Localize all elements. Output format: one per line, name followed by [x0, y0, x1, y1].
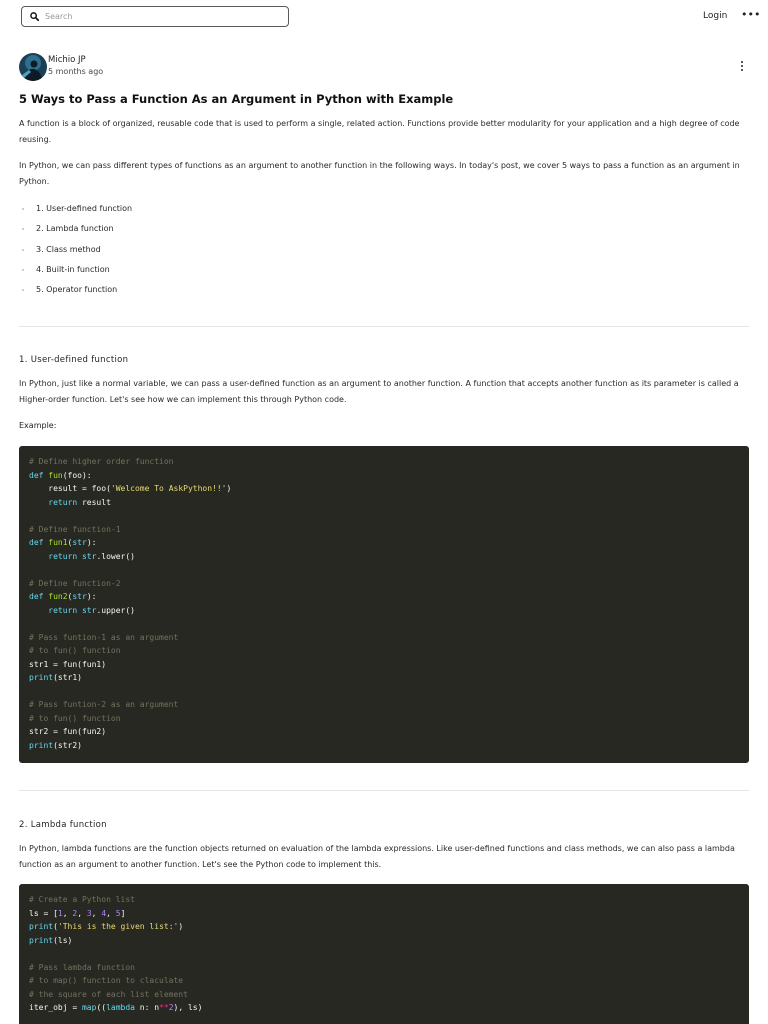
code-line: # Create a Python list [29, 895, 135, 904]
divider [19, 790, 749, 791]
code-line [29, 685, 739, 699]
code-line: result = foo('Welcome To AskPython!!') [29, 484, 232, 493]
code-line: def fun2(str): [29, 592, 97, 601]
toc-item: 2. Lambda function [19, 221, 132, 241]
section-1-paragraph: In Python, just like a normal variable, we can pass a user-defined function as an argument to another function. A function that accepts another function as its parameter is called a Higher-order function. Let's see how we can implement this through Python code. [19, 379, 739, 404]
code-line: ls = [1, 2, 3, 4, 5] [29, 908, 126, 918]
top-bar [0, 0, 768, 34]
code-line: return str.lower() [29, 551, 135, 561]
code-line: iter_obj = map((lambda n: n**2), ls) [29, 1003, 203, 1012]
toc-item: 5. Operator function [19, 282, 132, 302]
code-line: print(str1) [29, 673, 82, 682]
section-heading-lambda: 2. Lambda function [19, 820, 107, 830]
search-icon [30, 12, 39, 21]
intro-paragraph-2: In Python, we can pass different types of functions as an argument to another function in the following ways. In today's post, we cover 5 ways to pass a function as an argument in Python. [19, 161, 740, 186]
code-line: str1 = fun(fun1) [29, 659, 107, 669]
code-line: # Define function-2 [29, 578, 121, 588]
code-line: # to map() function to claculate [29, 976, 184, 985]
intro-paragraph-1: A function is a block of organized, reusable code that is used to perform a single, related action. Functions provide better modularity for your application and a high degree of code reusing. [19, 119, 740, 144]
toc-item: 3. Class method [19, 242, 132, 262]
code-line [29, 947, 739, 961]
toc-item: 4. Built-in function [19, 262, 132, 282]
code-block-2 [19, 884, 749, 1024]
search-input[interactable] [45, 12, 265, 21]
section-2-paragraph: In Python, lambda functions are the function objects returned on evaluation of the lambda expressions. Like user-defined functions and class methods, we can also pass a lambda function as an argument to another function. Let's see the Python code to implement this. [19, 844, 735, 869]
code-line: # to fun() function [29, 713, 121, 723]
table-of-contents [19, 201, 132, 302]
code-line: # Pass funtion-2 as an argument [29, 700, 179, 709]
code-line: print(ls) [29, 935, 73, 945]
code-line: return str.upper() [29, 605, 135, 615]
code-line: print(str2) [29, 740, 82, 750]
author-name[interactable]: Michio JP [48, 55, 86, 65]
code-line [29, 563, 739, 577]
more-options-icon[interactable]: ••• [741, 8, 761, 21]
example-label: Example: [19, 421, 57, 430]
toc-item: 1. User-defined function [19, 201, 132, 221]
code-line: # Pass funtion-1 as an argument [29, 632, 179, 642]
post-timestamp: 5 months ago [48, 67, 104, 76]
code-line: def fun1(str): [29, 538, 97, 547]
code-line [29, 509, 739, 523]
section-heading-user-defined: 1. User-defined function [19, 355, 129, 365]
code-line: str2 = fun(fun2) [29, 727, 107, 736]
login-link[interactable]: Login [703, 11, 728, 21]
post-menu-icon[interactable] [740, 61, 744, 73]
author-block [19, 53, 103, 81]
search-box[interactable] [21, 6, 289, 27]
code-line [29, 617, 739, 631]
article-title: 5 Ways to Pass a Function As an Argument in Python with Example [19, 92, 454, 106]
code-line: # to fun() function [29, 646, 121, 655]
divider [19, 326, 749, 327]
avatar[interactable] [19, 53, 47, 81]
code-line: print('This is the given list:') [29, 922, 184, 931]
code-line: # Define higher order function [29, 457, 174, 466]
code-block-1 [19, 446, 749, 763]
avatar-image [19, 53, 47, 81]
code-line: return result [29, 497, 111, 507]
code-line: # the square of each list element [29, 989, 188, 999]
code-line: # Pass lambda function [29, 962, 135, 972]
code-line: def fun(foo): [29, 470, 92, 480]
code-line: # Define function-1 [29, 524, 121, 534]
